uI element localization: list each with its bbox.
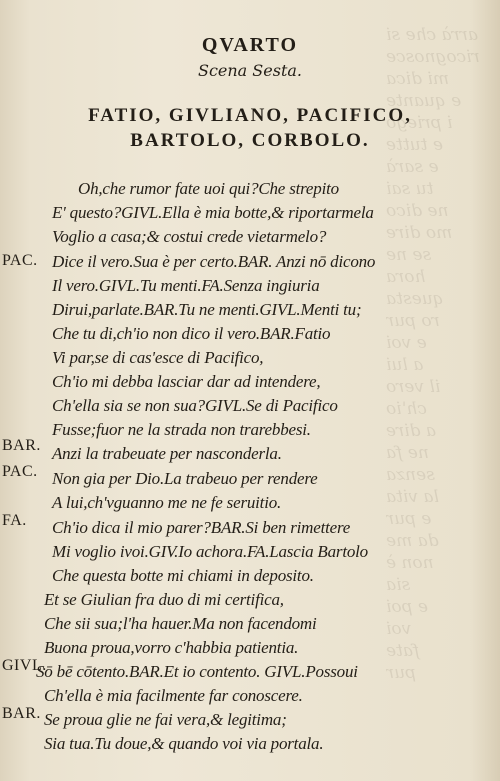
bleed-line: pur [386,663,416,683]
bleed-line: a lui [386,355,424,375]
bleed-line: e voi [386,333,427,353]
running-header: QVARTO [201,34,299,56]
verse-line: Voglio a casa;& costui crede vietarmelo? [52,227,327,246]
bleed-line: la vita [386,487,439,507]
bleed-line: a dire [386,421,437,441]
bleed-line: non è [386,553,434,573]
bleed-line: e poi [386,597,429,617]
verse-line: Ch'ella è mia facilmente far conoscere. [44,686,303,705]
verse-line: Che tu di,ch'io non dico il vero.BAR.Fatio [52,324,331,343]
verse-line: Che questa botte mi chiami in deposito. [52,566,314,585]
verse-line: Non gia per Dio.La trabeuo per rendere [52,469,318,488]
speaker-label: PAC. [2,463,38,480]
verse-line: Buona proua,vorro c'habbia patientia. [44,638,299,657]
verse-line: E' questo?GIVL.Ella è mia botte,& riportarmela [52,203,374,222]
bleed-line: ro pur [386,311,440,331]
bleed-line: voi [386,619,412,639]
bleed-line: senza [386,465,435,485]
speaker-label: PAC. [2,252,38,269]
verse-line: Anzi la trabeuate per nasconderla. [52,444,282,463]
bleed-line: e tutte [386,135,443,155]
verse-line: Ch'ella sia se non sua?GIVL.Se di Pacifico [52,396,338,415]
bleed-line: ne fa [386,443,429,463]
verse-line: Se proua glie ne fai vera,& legitima; [44,710,287,729]
speaker-label: BAR. [2,437,41,454]
verse-line: Et se Giulian fra duo di mi certifica, [44,590,284,609]
cast-line-1: FATIO, GIVLIANO, PACIFICO, [88,105,412,126]
verse-line: Dice il vero.Sua è per certo.BAR. Anzi nō dicono [52,252,376,271]
cast-line-2: BARTOLO, CORBOLO. [130,130,370,151]
verse-line: Sō bē cōtento.BAR.Et io contento. GIVL.Possoui [36,662,358,681]
verse-line: A lui,ch'vguanno me ne fe seruitio. [52,493,282,512]
bleed-line: arrà che si [386,25,479,45]
scene-title: Scena Sesta. [197,61,302,80]
bleed-line: il vero [386,377,441,397]
verse-line: Il vero.GIVL.Tu menti.FA.Senza ingiuria [52,276,320,295]
bleed-line: ch'io [386,399,427,419]
speaker-label: FA. [2,512,27,529]
bleed-line: tu sai [386,179,434,199]
verse-line: Fusse;fuor ne la strada non trarebbesi. [52,420,311,439]
verse-line: Ch'io mi debba lasciar dar ad intendere, [52,372,321,391]
verse-line: Sia tua.Tu doue,& quando voi via portala. [44,734,324,753]
bleed-line: ricognosce [386,47,480,67]
bleed-line: e pur [386,509,432,529]
bleed-line: mi dica [386,69,449,89]
verse-line: Ch'io dica il mio parer?BAR.Si ben rimettere [52,518,351,537]
verse-line: Dirui,parlate.BAR.Tu ne menti.GIVL.Menti tu; [52,300,362,319]
bleed-line: sia [386,575,411,595]
bleed-line: se ne [386,245,432,265]
bleed-line: fate [386,641,420,661]
bleed-line: da me [386,531,439,551]
bleed-line: questa [386,289,444,309]
speaker-label: GIVL. [2,657,47,674]
verse-line: Che sii sua;l'ha hauer.Ma non facendomi [44,614,317,633]
speaker-label: BAR. [2,705,41,722]
bleed-line: e sarà [386,157,439,177]
bleed-line: hora [386,267,426,287]
bleed-line: i priego [386,113,453,133]
bleed-line: e quante [386,91,462,111]
bleed-line: ne dico [386,201,449,221]
bleed-line: mo dire [386,223,453,243]
verse-line: Vi par,se di cas'esce di Pacifico, [52,348,264,367]
verse-line: Oh,che rumor fate uoi qui?Che strepito [78,179,339,198]
verse-line: Mi voglio ivoi.GIV.Io achora.FA.Lascia Bartolo [52,542,368,561]
